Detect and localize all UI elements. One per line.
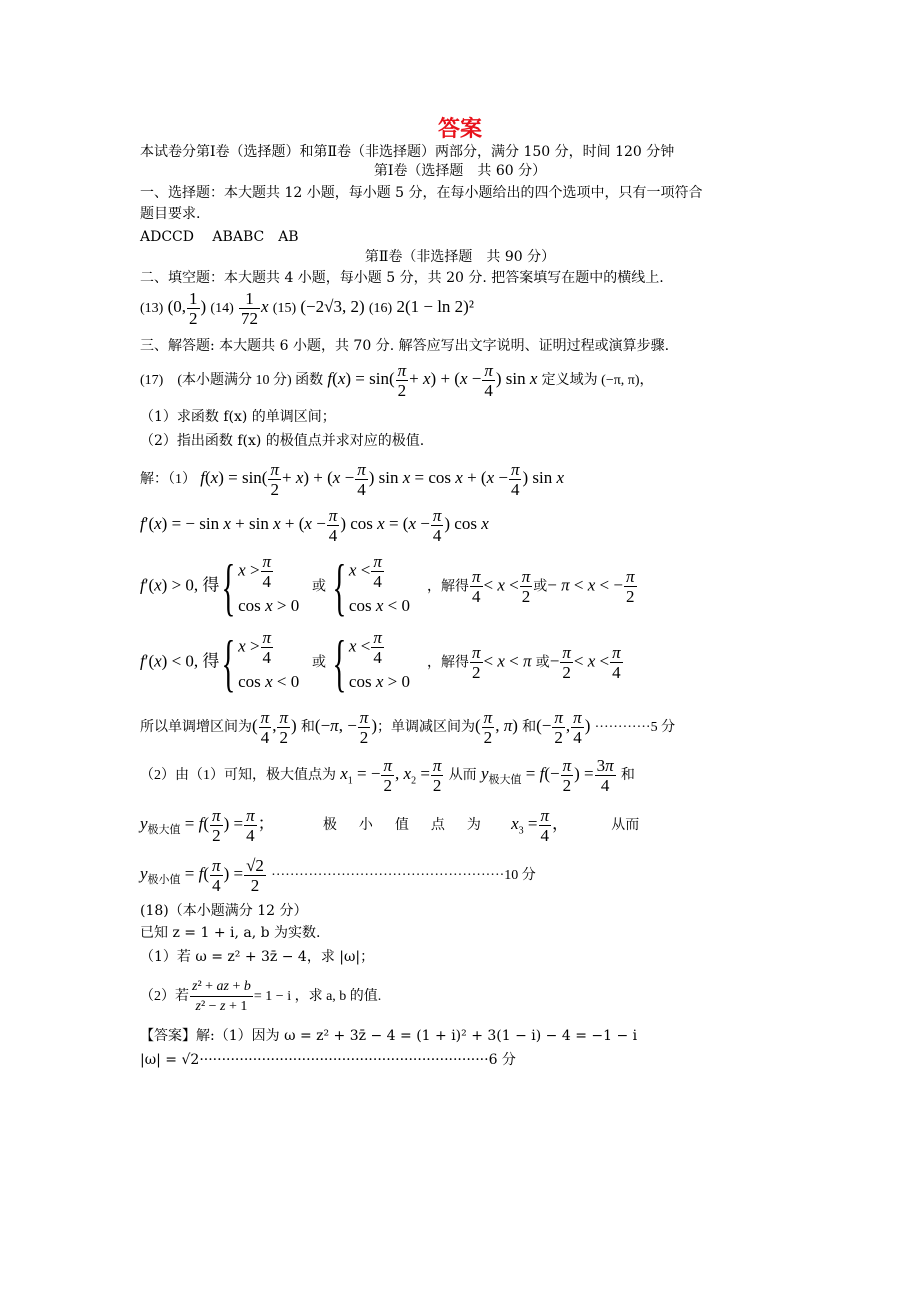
part2-heading: 第Ⅱ卷（非选择题 共 90 分） [364, 249, 556, 265]
part1-heading: 第Ⅰ卷（选择题 共 60 分） [373, 163, 547, 179]
q18-part2: （2）若 $\frac{\text{z² + az + b}}{\text{z² − z + 1}}$ = 1 − i ，求 a, b 的值. [140, 978, 382, 1014]
fill-answers [140, 287, 474, 329]
q18-answer-line: 【答案】解:（1）因为 ω = z² + 3z̄ − 4 = (1 + i)² + 3(1 − i) − 4 = −1 − i [140, 1028, 638, 1044]
q18-given: 已知 z = 1 + i, a, b 为实数. [140, 925, 321, 941]
fill-answer-16: 2(1 − ln 2)² [396, 297, 474, 316]
q17-domain: 定义域为 (−π, π)， [541, 373, 654, 388]
page-title: 答案 [437, 117, 482, 142]
q17-max-value-line: $y_{极大值} = f$( $\frac{\pi}{2}$ ) = $\frac{\pi}{4}$ ； 极 小 值 点 为 $x_3$ = $\frac{\pi}{4}$ ， 从而 [140, 805, 640, 845]
q17-decreasing-case: f′(x) < 0, 得{ x > $\frac{\pi}{4}$ cos x < 0 或 { x < $\frac{\pi}{4}$ cos x > 0 ，解得 $\frac{\pi}{2}$ < x < π 或− $\frac{\pi}{2}$ < x < $\frac{\pi}{4}$ [140, 626, 621, 698]
q17-derivative: f′(x) = − sin x + sin x + (x − $\frac{\pi}{4}$ ) cos x = (x − $\frac{\pi}{4}$ ) cos x [140, 505, 489, 545]
section2-line: 二、填空题：本大题共 4 小题，每小题 5 分，共 20 分. 把答案填写在题中的横线上. [140, 270, 664, 286]
q17-solution-line1: 解：（1） f(x) = sin( $\frac{\pi}{2}$ + x) + (x − $\frac{\pi}{4}$ ) sin x = cos x + (x − $\frac{\pi}{4}$ ) sin x [140, 459, 565, 499]
q17-part2: （2）指出函数 f(x) 的极值点并求对应的极值. [140, 433, 425, 449]
q18-part1: （1）若 ω = z² + 3z̄ − 4，求 |ω|； [140, 949, 375, 965]
fill-num-13: (13) [140, 301, 164, 316]
fill-num-15: (15) [272, 301, 297, 316]
fill-num-14: (14) [210, 301, 234, 316]
section1-line1: 一、选择题：本大题共 12 小题，每小题 5 分，在每小题给出的四个选项中，只有一项符合 [140, 185, 703, 201]
q17-min-value-line: $y_{极小值} = f$( $\frac{\pi}{4}$ ) = $\frac{√2}{2}$ ··················································10 分 [140, 855, 536, 895]
fill-answer-15: (−2√3, 2) [300, 297, 365, 316]
fill-answer-14: $\frac{1}{72}$ x [241, 288, 269, 328]
score-5: 5 分 [650, 720, 676, 735]
q17-part1: （1）求函数 f(x) 的单调区间； [140, 409, 336, 425]
q17-increasing-case: f′(x) > 0, 得{ x > $\frac{\pi}{4}$ cos x > 0 或 { x < $\frac{\pi}{4}$ cos x < 0 ，解得 $\frac{\pi}{4}$ < x < $\frac{\pi}{2}$ 或− π < x < − $\frac{\pi}{2}$ [140, 550, 635, 622]
section3-line: 三、解答题: 本大题共 6 小题，共 70 分. 解答应写出文字说明、证明过程或演算步骤. [140, 338, 670, 354]
q18-abs-line: |ω| = √2·································································6 分 [140, 1052, 516, 1068]
section1-line2: 题目要求. [140, 206, 201, 222]
q18-header: (18)（本小题满分 12 分） [140, 903, 308, 919]
intro-line: 本试卷分第Ⅰ卷（选择题）和第Ⅱ卷（非选择题）两部分，满分 150 分，时间 120 分钟 [140, 144, 675, 160]
q17-header [140, 359, 654, 401]
choice-answers: ADCCD ABABC AB [140, 229, 299, 245]
q17-function: f(x) = sin( $\frac{\pi}{2}$ + x) + (x − $\frac{\pi}{4}$ ) sin x [327, 360, 538, 400]
fill-num-16: (16) [368, 301, 393, 316]
score-10: 10 分 [504, 868, 536, 883]
score-6: 6 分 [488, 1052, 516, 1068]
q17-part2-maxima: （2）由（1）可知，极大值点为 $x_1$ = − $\frac{\pi}{2}$ , $x_2$ = $\frac{\pi}{2}$ 从而 $y_{极大值} = f(-$ $\frac{\pi}{2}$ ) = $\frac{3\pi}{4}$ 和 [140, 755, 635, 795]
solution-label: 解：（1） [140, 472, 196, 487]
fill-answer-13: (0, $\frac{1}{2}$ ) [167, 288, 207, 328]
q17-intervals: 所以单调增区间为( $\frac{\pi}{4}$ , $\frac{\pi}{2}$ ) 和(−π, − $\frac{\pi}{2}$ )；单调减区间为( $\frac{\pi}{2}$ , π) 和(− $\frac{\pi}{2}$ , $\frac{\pi}{4}$ ) ············5 分 [140, 707, 676, 747]
q17-head-text: (17) (本小题满分 10 分) 函数 [140, 373, 324, 388]
